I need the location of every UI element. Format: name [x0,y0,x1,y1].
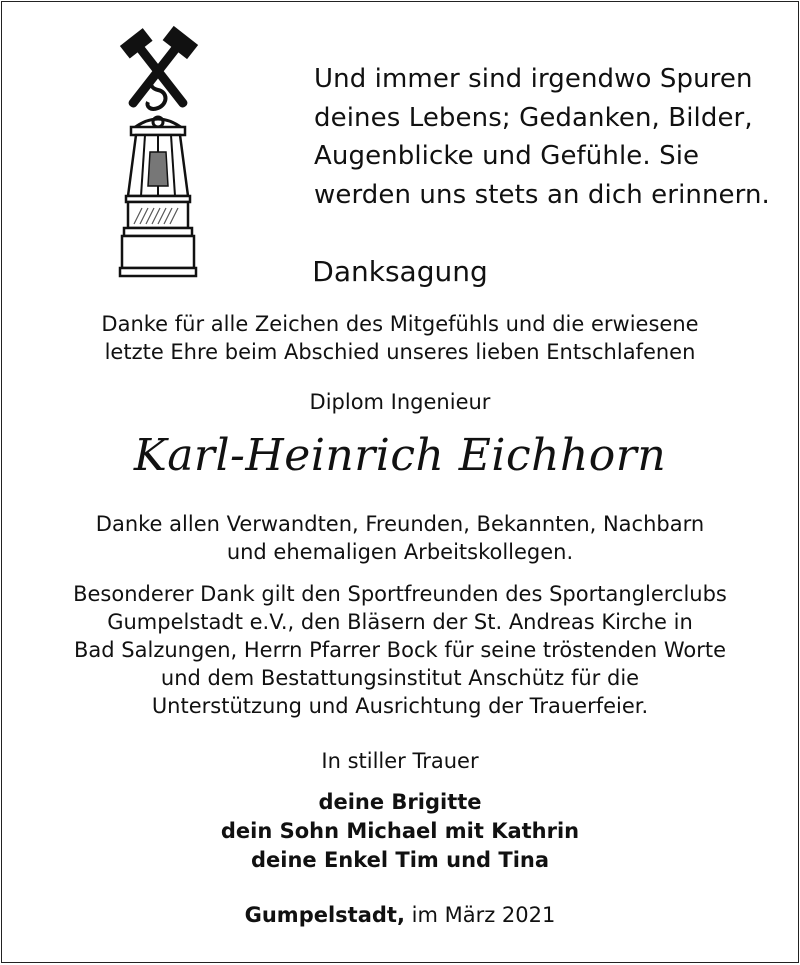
text-line: letzte Ehre beim Abschied unseres lieben Entschlafenen [104,340,696,364]
text-line: Bad Salzungen, Herrn Pfarrer Bock für seine tröstenden Worte [74,638,726,662]
poem [314,60,784,214]
mourners-list [2,788,798,875]
place-date [2,901,798,929]
deceased-title: Diplom Ingenieur [309,390,491,414]
mourner: deine Enkel Tim und Tina [250,848,550,872]
deceased-name: Karl-Heinrich Eichhorn [133,430,667,481]
obituary-notice [1,1,799,963]
text-line: Danke allen Verwandten, Freunden, Bekannten, Nachbarn [95,512,705,536]
thanks-special [2,580,798,720]
text-line: Danke für alle Zeichen des Mitgefühls und die erwiesene [101,312,699,336]
poem-line: Augenblicke und Gefühle. Sie [314,141,700,171]
date: im März 2021 [411,903,556,927]
text-line: und dem Bestattungsinstitut Anschütz für die [160,666,640,690]
poem-line: Und immer sind irgendwo Spuren [314,64,753,94]
miners-lamp-hammer-pick-icon [110,24,206,280]
heading-danksagung: Danksagung [312,255,488,288]
mourner: deine Brigitte [318,790,482,814]
thanks-relatives [2,510,798,566]
mourner: dein Sohn Michael mit Kathrin [220,819,580,843]
text-line: Gumpelstadt e.V., den Bläsern der St. Andreas Kirche in [107,610,693,634]
text-line: und ehemaligen Arbeitskollegen. [226,540,574,564]
text-line: Besonderer Dank gilt den Sportfreunden des Sportanglerclubs [73,582,727,606]
poem-line: werden uns stets an dich erinnern. [314,179,770,210]
poem-line: deines Lebens; Gedanken, Bilder, [314,102,753,133]
place: Gumpelstadt, [244,903,405,927]
text-line: Unterstützung und Ausrichtung der Trauerfeier. [151,694,649,718]
thanks-intro [2,310,798,366]
mourning-line: In stiller Trauer [321,749,479,773]
